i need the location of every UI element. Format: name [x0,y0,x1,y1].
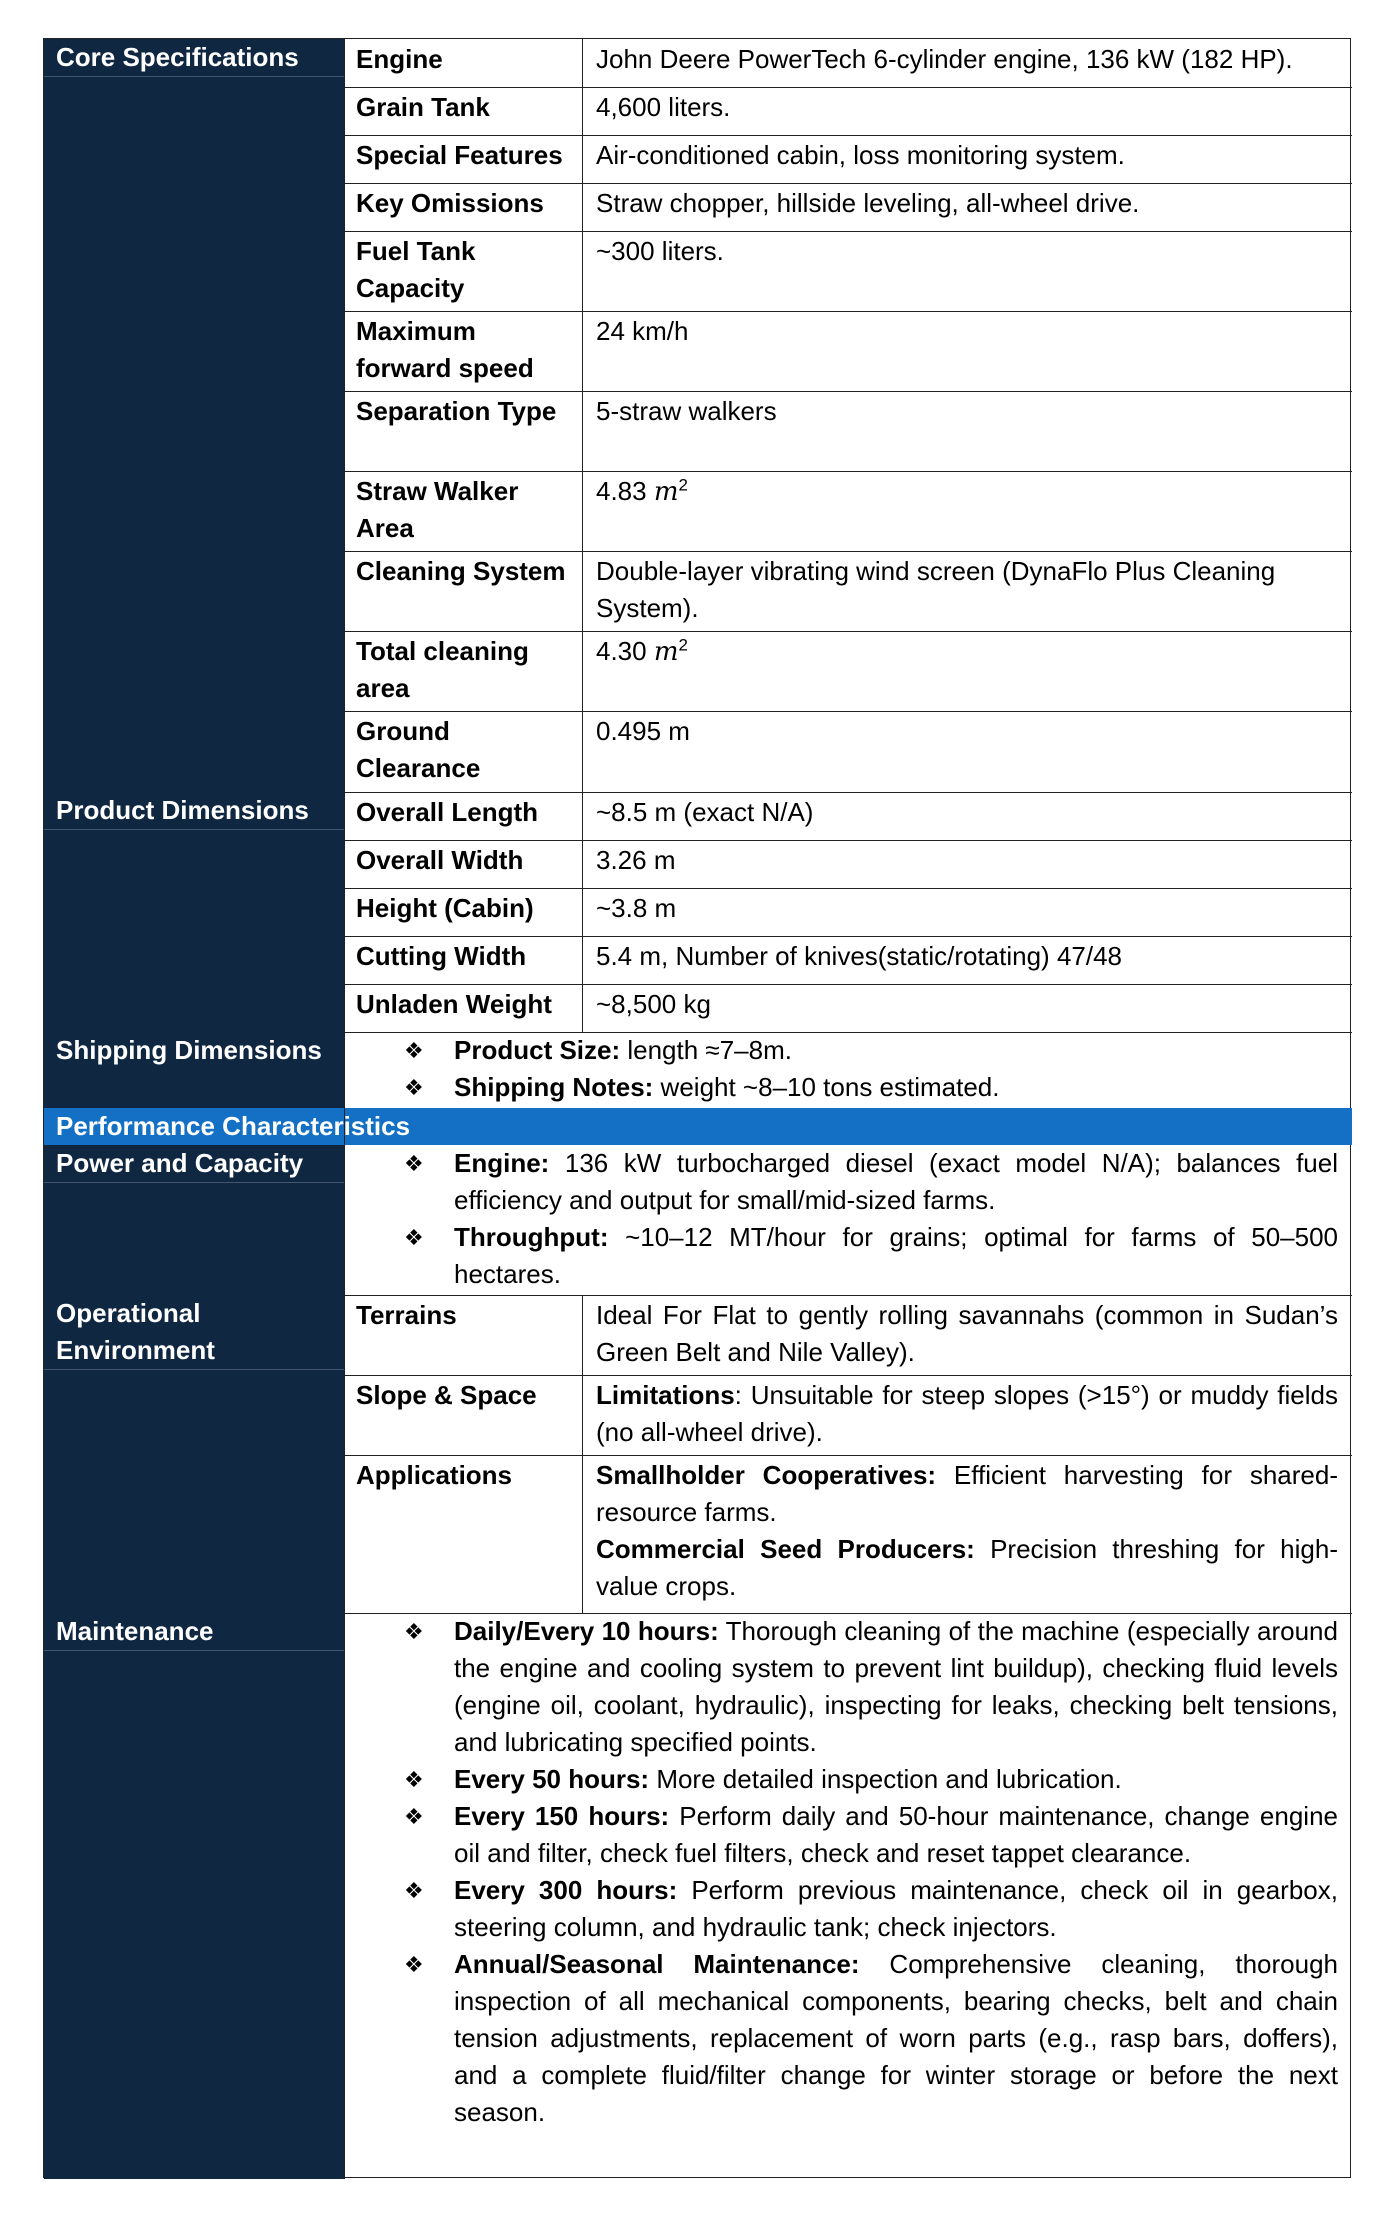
straw-walker-area-number: 4.83 [596,476,647,506]
row-label-cutting-width: Cutting Width [356,941,527,971]
diamond-bullet-icon: ❖ [404,1878,424,1903]
bullet-shipping-notes: ❖ Shipping Notes: weight ~8–10 tons estimated. [454,1069,1338,1106]
bullet-daily-10-hours: ❖ Daily/Every 10 hours: Thorough cleaning of the machine (especially around the engine and cooling system to prevent lint buildup), checking fluid levels (engine oil, coolant, hydraulic), inspecting for leaks, checking belt tensions, and lubricating specified points. [454,1613,1338,1761]
diamond-bullet-icon: ❖ [404,1225,424,1250]
row-value-grain-tank: 4,600 liters. [596,92,731,122]
row-value-overall-length: ~8.5 m (exact N/A) [596,797,814,827]
row-label-fuel-tank-capacity: Fuel Tank Capacity [356,236,476,303]
row-label-straw-walker-area: Straw Walker Area [356,476,519,543]
row-value-separation-type: 5-straw walkers [596,396,777,426]
row-label-slope-space: Slope & Space [356,1380,537,1410]
diamond-bullet-icon: ❖ [404,1619,424,1644]
bullet-300-hours: ❖ Every 300 hours: Perform previous maintenance, check oil in gearbox, steering column, and hydraulic tank; check injectors. [454,1872,1338,1946]
category-operational-environment [44,1295,344,1613]
row-label-total-cleaning-area: Total cleaning area [356,636,529,703]
row-label-overall-width: Overall Width [356,845,524,875]
bullet-150-hours: ❖ Every 150 hours: Perform daily and 50-hour maintenance, change engine oil and filter, check fuel filters, check and reset tappet clearance. [454,1798,1338,1872]
row-label-cleaning-system: Cleaning System [356,556,566,586]
row-label-max-forward-speed: Maximum forward speed [356,316,534,383]
row-value-max-forward-speed: 24 km/h [596,316,689,346]
category-product-dimensions [44,792,344,1032]
total-cleaning-area-unit: m [653,637,679,667]
row-value-height-cabin: ~3.8 m [596,893,677,923]
total-cleaning-area-exponent: 2 [678,635,688,655]
row-label-separation-type: Separation Type [356,396,557,426]
bullet-50-hours: ❖ Every 50 hours: More detailed inspection and lubrication. [454,1761,1338,1798]
diamond-bullet-icon: ❖ [404,1952,424,1977]
application-seed-producers: Commercial Seed Producers: Precision threshing for high-value crops. [596,1534,1338,1601]
row-value-cutting-width: 5.4 m, Number of knives(static/rotating) 47/48 [596,941,1123,971]
row-value-unladen-weight: ~8,500 kg [596,989,711,1019]
row-value-straw-walker-area [582,471,1352,513]
diamond-bullet-icon: ❖ [404,1075,424,1100]
row-value-cleaning-system: Double-layer vibrating wind screen (DynaFlo Plus Cleaning System). [596,556,1276,623]
row-value-applications [582,1455,1352,1607]
category-label: Operational Environment [56,1298,215,1365]
row-label-applications: Applications [356,1460,513,1490]
row-label-key-omissions: Key Omissions [356,188,544,218]
row-value-fuel-tank-capacity: ~300 liters. [596,236,724,266]
category-maintenance [44,1613,344,2179]
row-value-key-omissions: Straw chopper, hillside leveling, all-wheel drive. [596,188,1140,218]
bullet-throughput: ❖ Throughput: ~10–12 MT/hour for grains; optimal for farms of 50–500 hectares. [454,1219,1338,1293]
row-value-slope-space [582,1375,1352,1453]
row-label-height-cabin: Height (Cabin) [356,893,534,923]
row-value-total-cleaning-area [582,631,1352,673]
limitations-label: Limitations [596,1380,735,1410]
row-value-ground-clearance: 0.495 m [596,716,690,746]
row-value-special-features: Air-conditioned cabin, loss monitoring system. [596,140,1125,170]
diamond-bullet-icon: ❖ [404,1038,424,1063]
category-label: Shipping Dimensions [56,1035,322,1065]
row-label-engine: Engine [356,44,443,74]
shipping-bullets [344,1032,1352,1106]
bullet-annual-seasonal: ❖ Annual/Seasonal Maintenance: Comprehensive cleaning, thorough inspection of all mechanical components, bearing checks, belt and chain tension adjustments, replacement of worn parts (e.g., rasp bars, doffers), and a complete fluid/filter change for winter storage or before the next season. [454,1946,1338,2131]
category-label: Maintenance [56,1616,214,1646]
power-bullets [344,1145,1352,1293]
category-label: Product Dimensions [56,795,309,825]
category-power-and-capacity [44,1145,344,1295]
total-cleaning-area-number: 4.30 [596,636,647,666]
row-label-unladen-weight: Unladen Weight [356,989,552,1019]
row-label-special-features: Special Features [356,140,563,170]
bullet-product-size: ❖ Product Size: length ≈7–8m. [454,1032,1338,1069]
row-label-grain-tank: Grain Tank [356,92,490,122]
spec-sheet [43,38,1351,2178]
category-core-specifications [44,39,344,792]
maintenance-bullets [344,1613,1352,2131]
category-label: Power and Capacity [56,1148,304,1178]
row-value-engine: John Deere PowerTech 6-cylinder engine, 136 kW (182 HP). [596,44,1293,74]
diamond-bullet-icon: ❖ [404,1804,424,1829]
diamond-bullet-icon: ❖ [404,1767,424,1792]
row-label-terrains: Terrains [356,1300,457,1330]
row-value-terrains: Ideal For Flat to gently rolling savannahs (common in Sudan’s Green Belt and Nile Valley). [596,1300,1338,1367]
category-shipping-dimensions [44,1032,344,1108]
straw-walker-area-unit: m [653,477,679,507]
row-label-ground-clearance: Ground Clearance [356,716,481,783]
row-label-overall-length: Overall Length [356,797,539,827]
application-smallholder: Smallholder Cooperatives: Efficient harvesting for shared-resource farms. [596,1460,1338,1527]
diamond-bullet-icon: ❖ [404,1151,424,1176]
limitations-text: : Unsuitable for steep slopes (>15°) or muddy fields (no all-wheel drive). [596,1380,1338,1447]
bullet-engine: ❖ Engine: 136 kW turbocharged diesel (exact model N/A); balances fuel efficiency and output for small/mid-sized farms. [454,1145,1338,1219]
straw-walker-area-exponent: 2 [678,475,688,495]
section-header-performance: Performance Characteristics [44,1108,1352,1145]
row-value-overall-width: 3.26 m [596,845,676,875]
category-label: Core Specifications [56,42,299,72]
